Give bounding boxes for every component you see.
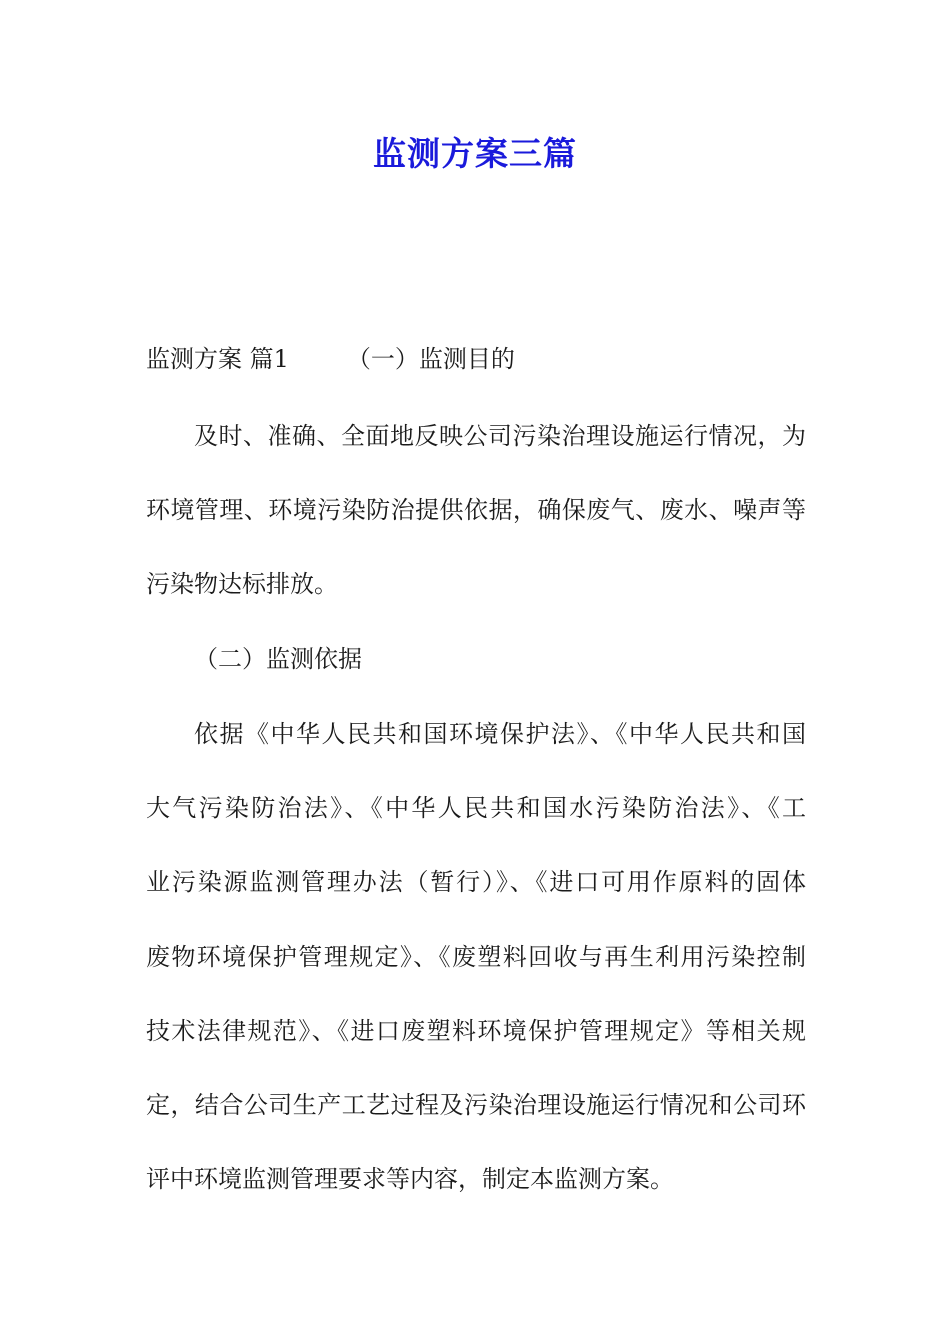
paragraph-line: 技术法律规范》、《进口废塑料环境保护管理规定》等相关规 [146,1017,806,1045]
paragraph-line: 污染物达标排放。 [146,570,338,598]
section-heading-row [146,339,806,379]
paragraph-line: 环境管理、环境污染防治提供依据，确保废气、废水、噪声等 [146,496,806,524]
paragraph-line: 依据《中华人民共和国环境保护法》、《中华人民共和国 [194,720,806,748]
paragraph-line: 评中环境监测管理要求等内容，制定本监测方案。 [146,1165,674,1193]
paragraph-line: 废物环境保护管理规定》、《废塑料回收与再生利用污染控制 [146,943,806,971]
section-label: 监测方案 篇1 [146,345,289,373]
heading-monitoring-purpose: （一）监测目的 [346,345,515,373]
heading-monitoring-basis: （二）监测依据 [194,645,362,673]
paragraph-line: 定，结合公司生产工艺过程及污染治理设施运行情况和公司环 [146,1091,806,1119]
paragraph-line: 大气污染防治法》、《中华人民共和国水污染防治法》、《工 [146,794,806,822]
paragraph-line: 及时、准确、全面地反映公司污染治理设施运行情况，为 [194,422,806,450]
document-title: 监测方案三篇 [373,134,577,173]
paragraph-line: 业污染源监测管理办法（暂行）》、《进口可用作原料的固体 [146,868,806,896]
